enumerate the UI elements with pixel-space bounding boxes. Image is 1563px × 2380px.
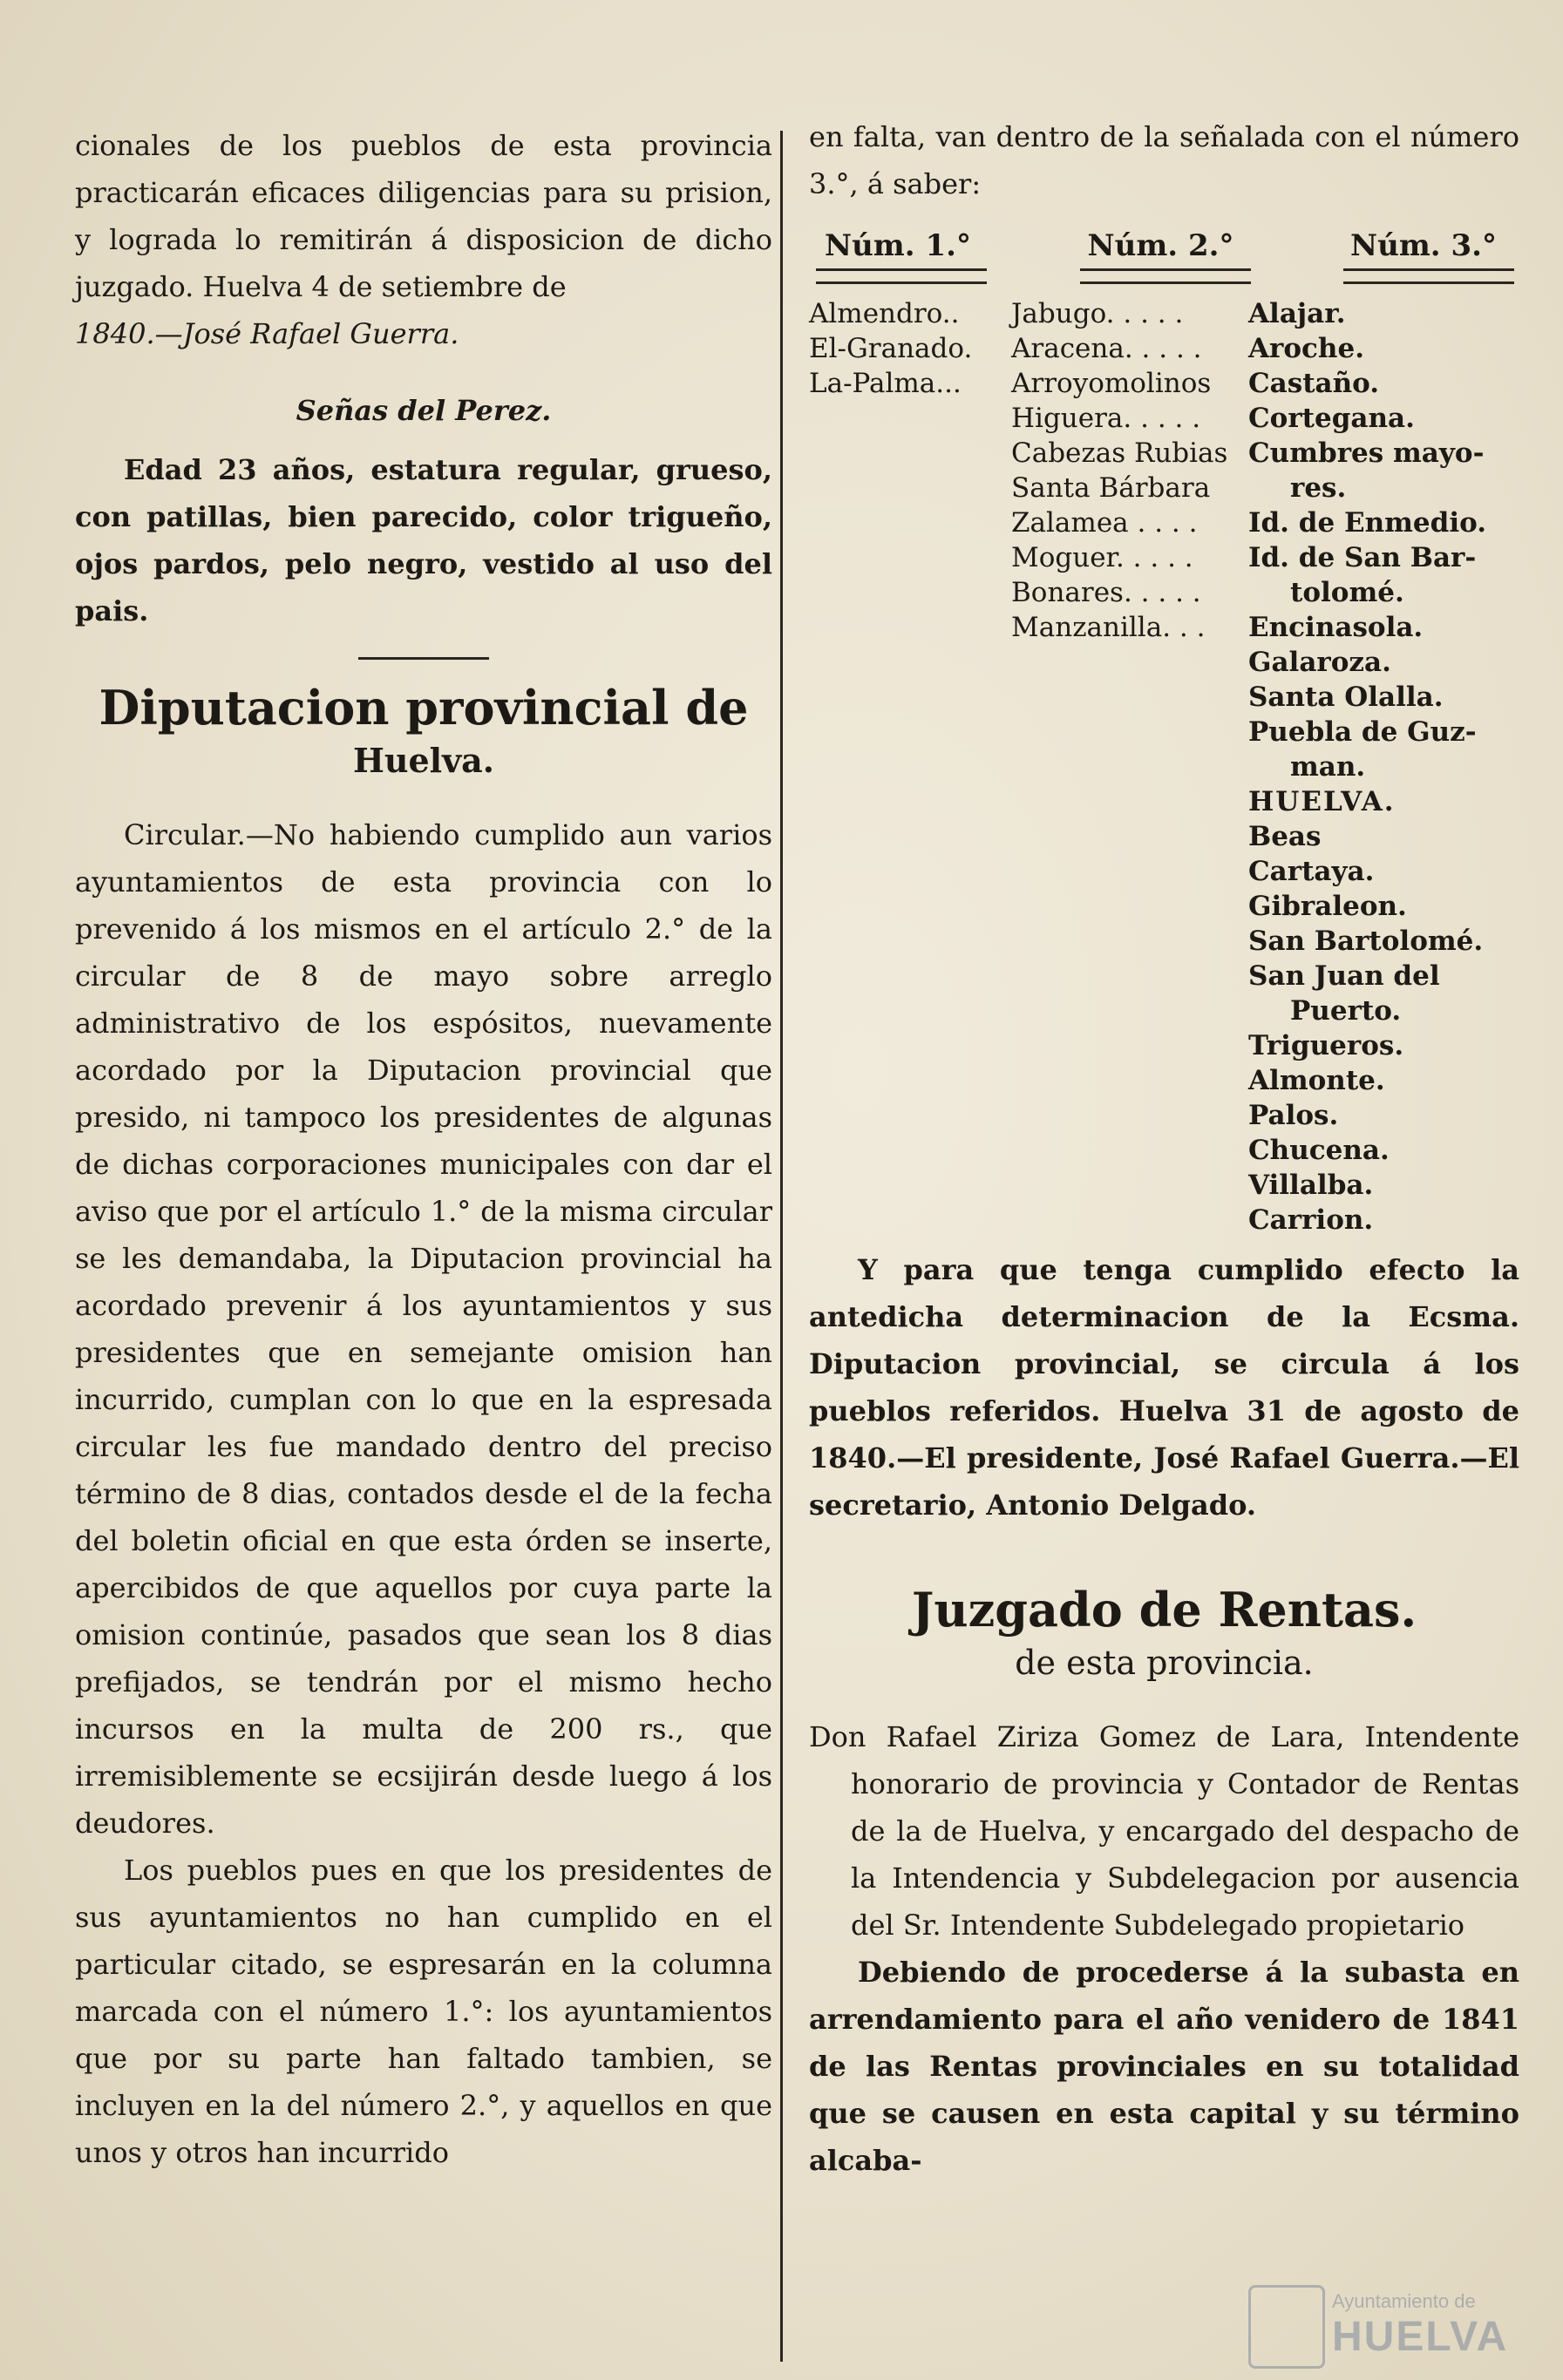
senas-text: Edad 23 años, estatura regular, grueso, con patillas, bien parecido, color trigueño, ojos pardos, pelo negro, vestido al uso del pais.	[75, 453, 772, 627]
town-entry: Cartaya.	[1248, 856, 1375, 887]
town-entry: Puerto.	[1290, 995, 1402, 1027]
town-entry: Beas	[1248, 821, 1322, 852]
header-num-1: Núm. 1.°	[825, 228, 971, 263]
town-entry: Aracena. . . . .	[1011, 333, 1202, 364]
town-entry: San Juan del	[1248, 960, 1440, 992]
town-entry: Santa Olalla.	[1248, 681, 1444, 713]
continuation-paragraph: en falta, van dentro de la señalada con el número 3.°, á saber:	[809, 120, 1519, 200]
town-entry: Aroche.	[1248, 333, 1364, 364]
town-entry: Moguer. . . . .	[1011, 542, 1193, 573]
final-paragraph: Y para que tenga cumplido efecto la antedicha determinacion de la Ecsma. Diputacion provincial, se circula á los pueblos referidos. Huelva 31 de agosto de 1840.—El presidente, José Rafael Guerra.—El secretario, Antonio Delgado.	[809, 1253, 1519, 1522]
towns-table	[809, 296, 1519, 1237]
town-entry: Id. de Enmedio.	[1248, 507, 1487, 539]
header-num-3: Núm. 3.°	[1350, 228, 1497, 263]
town-entry: La-Palma...	[809, 368, 962, 399]
town-entry: Bonares. . . . .	[1011, 577, 1201, 608]
intro-paragraph: cionales de los pueblos de esta provincia practicarán eficaces diligencias para su prision, y lograda lo remitirán á disposicion de dicho juzgado. Huelva 4 de setiembre de	[75, 129, 772, 303]
pueblos-paragraph: Los pueblos pues en que los presidentes de sus ayuntamientos no han cumplido en el particular citado, se espresarán en la columna marcada con el número 1.°: los ayuntamientos que por su parte han faltado tambien, se incluyen en la del número 2.°, y aquellos en que unos y otros han incurrido	[75, 1854, 772, 2169]
column-rule	[780, 131, 783, 2362]
town-entry: Alajar.	[1248, 298, 1346, 329]
town-entry-capital: HUELVA.	[1248, 786, 1396, 817]
intro-signature: 1840.—José Rafael Guerra.	[75, 317, 459, 350]
header-num-2: Núm. 2.°	[1087, 228, 1234, 263]
town-entry: Manzanilla. . .	[1011, 612, 1206, 643]
town-entry: El-Granado.	[809, 333, 973, 364]
town-entry: Castaño.	[1248, 368, 1380, 399]
town-entry: Gibraleon.	[1248, 891, 1407, 922]
town-entry: Zalamea . . . .	[1011, 507, 1198, 539]
left-column	[75, 122, 772, 2176]
town-entry: Almendro..	[809, 298, 960, 329]
town-entry: Galaroza.	[1248, 647, 1391, 678]
town-entry: Encinasola.	[1248, 612, 1424, 643]
town-entry: Id. de San Bar-	[1248, 542, 1477, 573]
town-entry: man.	[1290, 751, 1366, 783]
towns-column-1	[809, 296, 1011, 1237]
town-entry: Puebla de Guz-	[1248, 716, 1477, 748]
town-entry: Jabugo. . . . .	[1011, 298, 1184, 329]
town-entry: Palos.	[1248, 1100, 1339, 1131]
archive-watermark	[1248, 2276, 1536, 2372]
circular-paragraph: Circular.—No habiendo cumplido aun varios ayuntamientos de esta provincia con lo prevenido á los mismos en el artículo 2.° de la circular de 8 de mayo sobre arreglo administrativo de los espósitos, nuevamente acordado por la Diputacion provincial que presido, ni tampoco los presidentes de algunas de dichas corporaciones municipales con dar el aviso que por el artículo 1.° de la misma circular se les demandaba, la Diputacion provincial ha acordado prevenir á los ayuntamientos y sus presidentes que en semejante omision han incurrido, cumplan con lo que en la espresada circular les fue mandado dentro del preciso término de 8 dias, contados desde el de la fecha del boletin oficial en que esta órden se inserte, apercibidos de que aquellos por cuya parte la omision continúe, pasados que sean los 8 dias prefijados, se tendrán por el mismo hecho incursos en la multa de 200 rs., que irremisiblemente se ecsijirán desde luego á los deudores.	[75, 818, 772, 1840]
header-dashes	[809, 263, 1519, 296]
town-entry: Cortegana.	[1248, 403, 1415, 434]
towns-column-3	[1248, 296, 1510, 1237]
town-entry: Almonte.	[1248, 1065, 1385, 1096]
diputacion-subtitle: Huelva.	[352, 741, 495, 780]
town-entry: San Bartolomé.	[1248, 926, 1484, 957]
town-entry: res.	[1290, 472, 1347, 504]
town-entry: Arroyomolinos	[1011, 368, 1212, 399]
towns-column-2	[1011, 296, 1248, 1237]
right-column	[809, 113, 1519, 2184]
juzgado-title: Juzgado de Rentas.	[911, 1582, 1417, 1638]
towns-table-header	[809, 223, 1519, 263]
diputacion-title: Diputacion provincial de	[99, 680, 749, 736]
juzgado-subtitle: de esta provincia.	[1015, 1644, 1314, 1682]
town-entry: Carrion.	[1248, 1204, 1374, 1236]
town-entry: tolomé.	[1290, 577, 1404, 608]
town-entry: Cumbres mayo-	[1248, 437, 1485, 469]
don-paragraph: Don Rafael Ziriza Gomez de Lara, Intendente honorario de provincia y Contador de Rentas de la de Huelva, y encargado del despacho de la Intendencia y Subdelegacion por ausencia del Sr. Intendente Subdelegado propietario	[809, 1720, 1519, 1942]
section-divider	[358, 657, 489, 660]
watermark-big-text: HUELVA	[1332, 2314, 1509, 2360]
town-entry: Santa Bárbara	[1011, 472, 1211, 504]
town-entry: Cabezas Rubias	[1011, 437, 1228, 469]
town-entry: Higuera. . . . .	[1011, 403, 1201, 434]
town-entry: Trigueros.	[1248, 1030, 1404, 1061]
debiendo-paragraph: Debiendo de procederse á la subasta en arrendamiento para el año venidero de 1841 de las Rentas provinciales en su totalidad que se causen en esta capital y su término alcaba-	[809, 1956, 1519, 2177]
town-entry: Chucena.	[1248, 1135, 1390, 1166]
watermark-small-text: Ayuntamiento de	[1332, 2290, 1476, 2312]
senas-title: Señas del Perez.	[296, 394, 552, 427]
shield-icon	[1248, 2285, 1325, 2369]
town-entry: Villalba.	[1248, 1170, 1374, 1201]
